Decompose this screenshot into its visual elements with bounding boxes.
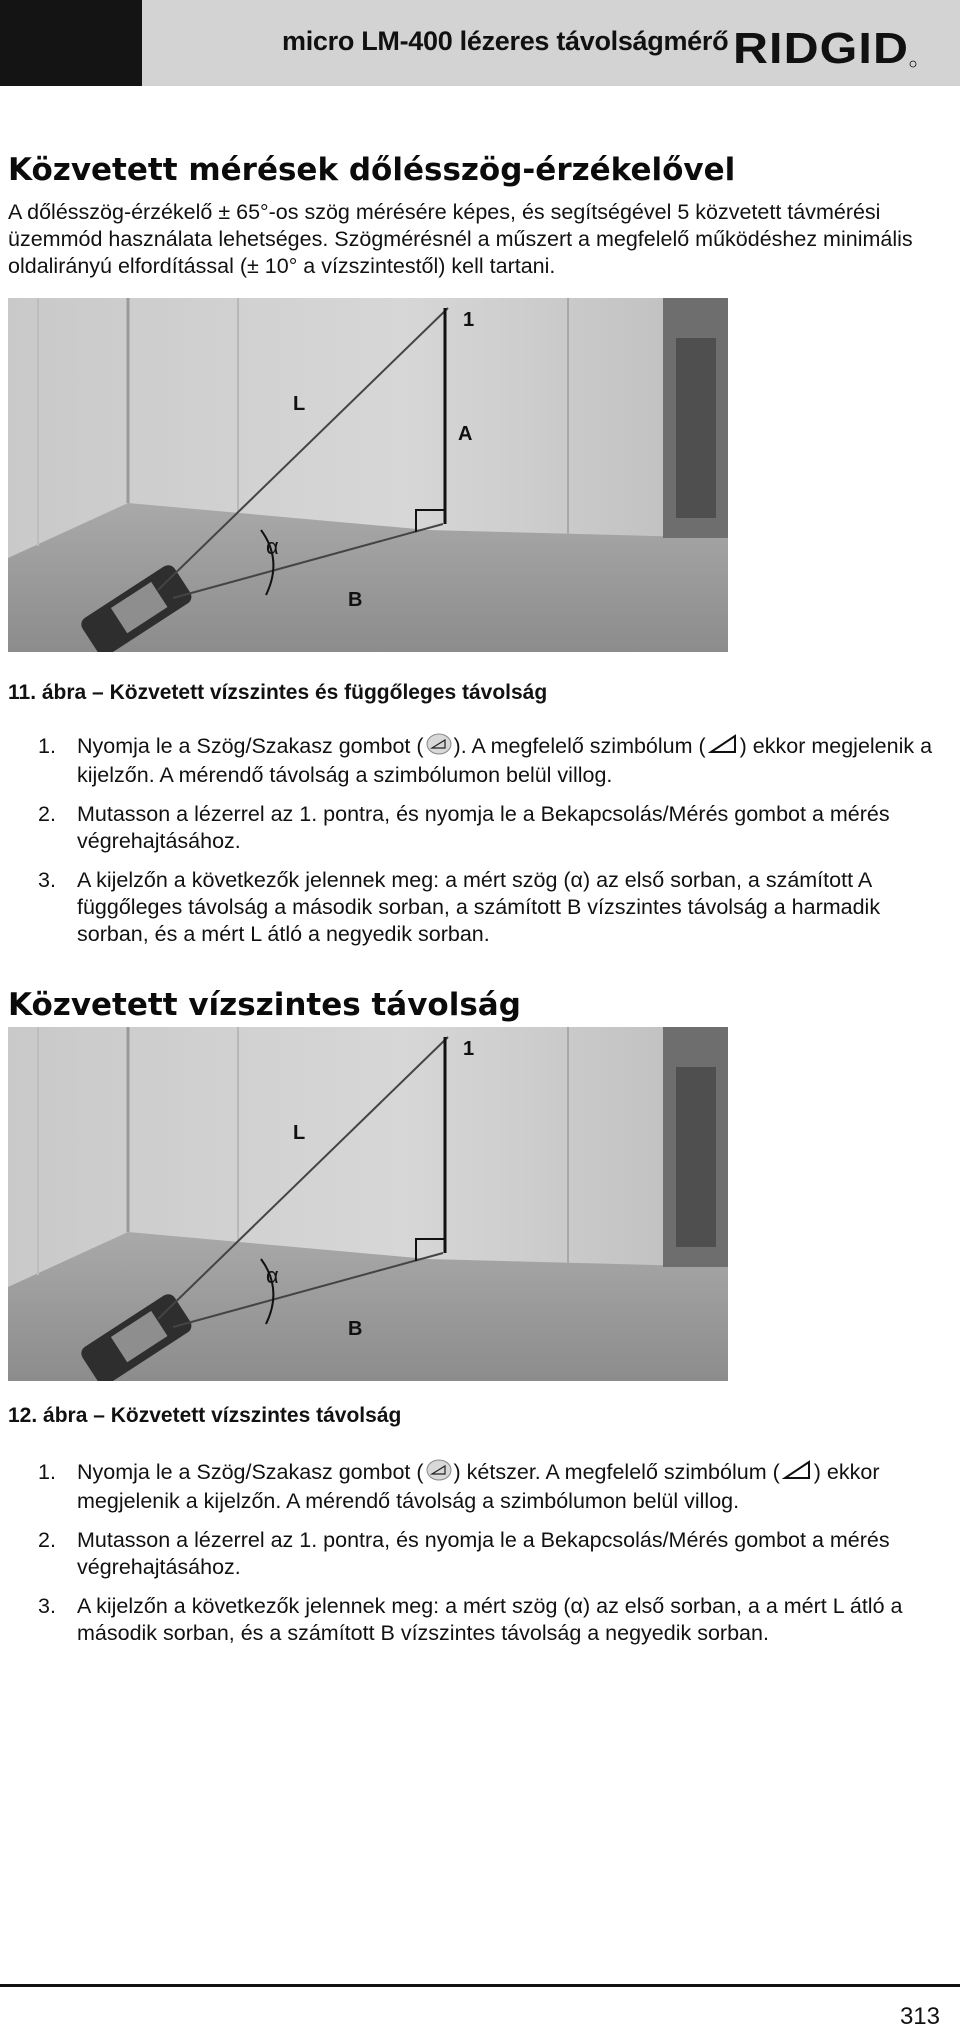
page-number: 313 — [899, 2003, 940, 2030]
figure-label-point: 1 — [463, 309, 475, 331]
step-number: 1. — [38, 734, 56, 758]
step-text: Mutasson a lézerrel az 1. pontra, és nyomja le a Bekapcsolás/Mérés gombot a mérés végrehajtásához. — [77, 802, 890, 853]
figure-label-diag: L — [293, 393, 306, 415]
step-text-post: ) ekkor megjelenik a kijelzőn. A mérendő távolság a szimbólumon belül villog. — [77, 1460, 880, 1513]
list-item — [0, 867, 960, 948]
step-text-mid: ) kétszer. A megfelelő szimbólum ( — [453, 1460, 780, 1485]
figure-label-horiz: B — [348, 589, 363, 611]
ridgid-logo — [733, 22, 918, 70]
step-text-pre: Nyomja le a Szög/Szakasz gombot ( — [77, 734, 424, 759]
footer-rule — [0, 1984, 960, 1987]
figure-label-diag: L — [293, 1122, 306, 1144]
figure-label-vert: A — [458, 423, 473, 445]
section-heading-indirect-tilt: Közvetett mérések dőlésszög-érzékelővel — [8, 152, 736, 188]
triangle-symbol-icon — [782, 1459, 812, 1488]
list-item — [0, 1527, 960, 1581]
steps-list-2 — [0, 1459, 960, 1659]
header-black-block — [0, 0, 142, 86]
figure-12-caption: 12. ábra – Közvetett vízszintes távolság — [8, 1404, 402, 1427]
step-number: 1. — [38, 1460, 56, 1484]
header-title: micro LM-400 lézeres távolságmérő — [282, 26, 729, 56]
angle-button-icon — [426, 733, 452, 762]
figure-label-point: 1 — [463, 1038, 475, 1060]
step-text-pre: Nyomja le a Szög/Szakasz gombot ( — [77, 1460, 424, 1485]
list-item — [0, 801, 960, 855]
logo-text: RIDGID — [733, 24, 909, 70]
step-text-post: ) ekkor megjelenik a kijelzőn. A mérendő távolság a szimbólumon belül villog. — [77, 734, 933, 787]
step-text: Mutasson a lézerrel az 1. pontra, és nyomja le a Bekapcsolás/Mérés gombot a mérés végrehajtásához. — [77, 1528, 890, 1579]
step-text: A kijelzőn a következők jelennek meg: a mért szög (α) az első sorban, a számított A függőleges távolság a második sorban, a számított B vízszintes távolság a harmadik sorban, és a mért L átló a negyedik sorban. — [77, 868, 881, 946]
step-text-mid: ). A megfelelő szimbólum ( — [453, 734, 706, 759]
list-item — [0, 1459, 960, 1515]
figure-label-horiz: B — [348, 1318, 363, 1340]
step-text: A kijelzőn a következők jelennek meg: a mért szög (α) az első sorban, a a mért L átló a második sorban, és a számított B vízszintes távolság a negyedik sorban. — [77, 1594, 903, 1645]
list-item — [0, 733, 960, 789]
step-number: 2. — [38, 1528, 56, 1552]
angle-button-icon — [426, 1459, 452, 1488]
step-number: 3. — [38, 868, 56, 892]
section-heading-indirect-horizontal: Közvetett vízszintes távolság — [8, 987, 521, 1023]
steps-list-1 — [0, 733, 960, 960]
figure-label-angle: α — [266, 1263, 279, 1288]
list-item — [0, 1593, 960, 1647]
figure-11-image — [8, 298, 728, 652]
intro-paragraph: A dőlésszög-érzékelő ± 65°-os szög mérésére képes, és segítségével 5 közvetett távmérési üzemmód használata lehetséges. Szögmérésnél a műszert a megfelelő működéshez minimális oldalirányú elfordítással (± 10° a vízszintestől) kell tartani. — [8, 200, 913, 278]
step-number: 2. — [38, 802, 56, 826]
step-number: 3. — [38, 1594, 56, 1618]
figure-label-angle: α — [266, 534, 279, 559]
triangle-symbol-icon — [708, 733, 738, 762]
figure-12-image — [8, 1027, 728, 1381]
figure-11-caption: 11. ábra – Közvetett vízszintes és függőleges távolság — [8, 681, 548, 704]
